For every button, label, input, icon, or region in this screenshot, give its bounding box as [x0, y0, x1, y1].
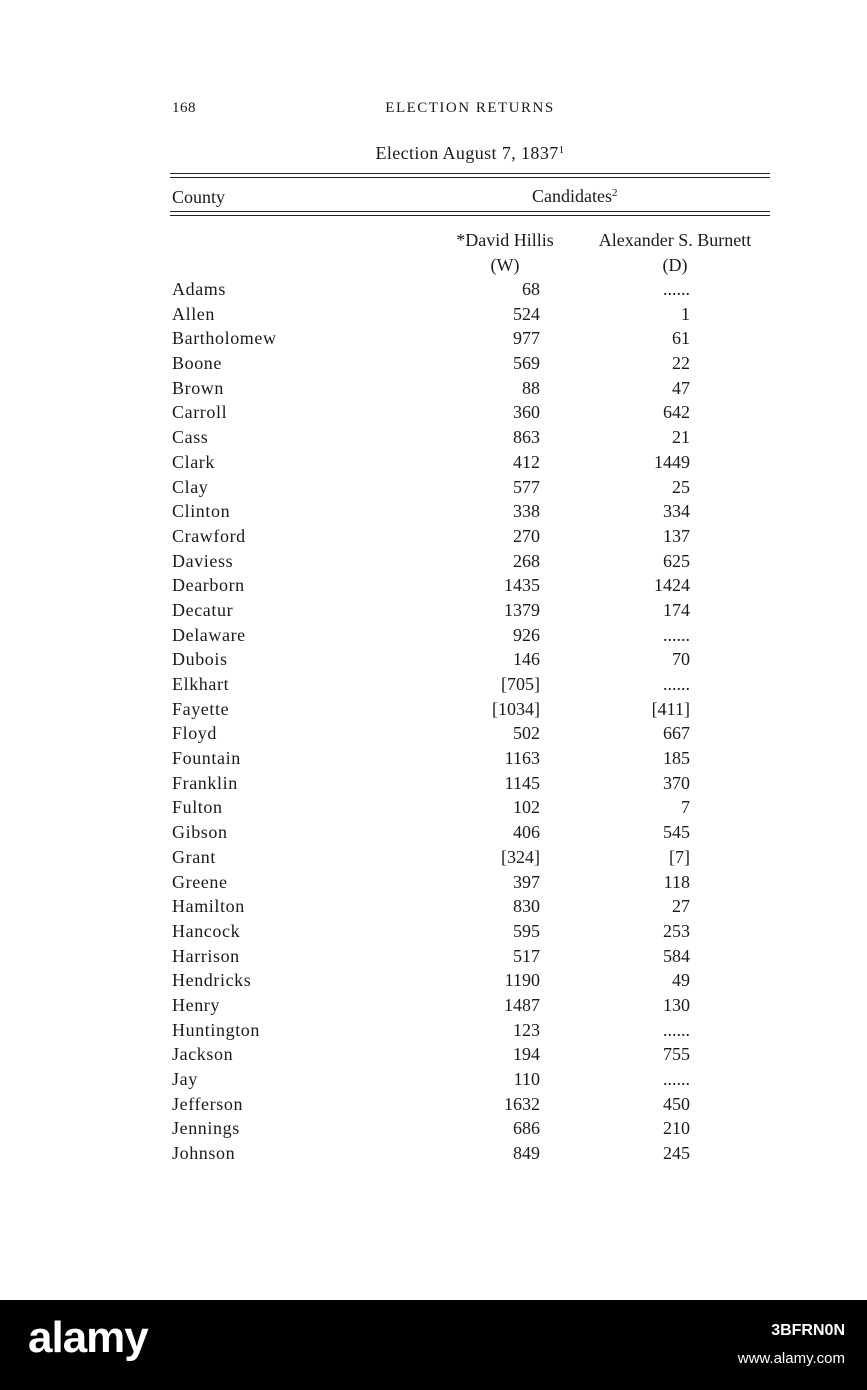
hillis-votes-cell: 68	[522, 279, 540, 299]
table-row	[0, 894, 867, 919]
table-row	[0, 549, 867, 574]
hillis-votes-cell: 102	[513, 797, 540, 818]
table-row	[0, 771, 867, 796]
burnett-votes-cell: 7	[681, 797, 690, 818]
hillis-votes-cell: [324]	[501, 846, 540, 867]
table-row	[0, 1042, 867, 1067]
hillis-votes-cell: [1034]	[492, 698, 540, 719]
burnett-votes-cell: 334	[663, 501, 690, 522]
hillis-votes-cell: 1145	[504, 772, 540, 793]
county-cell: Daviess	[172, 550, 234, 571]
hillis-votes-cell: 88	[522, 377, 540, 398]
table-title-text: Election August 7, 1837	[375, 143, 559, 163]
burnett-votes-cell: 118	[663, 871, 690, 892]
table-row	[0, 277, 867, 302]
header-rule	[170, 211, 770, 212]
county-cell: Huntington	[172, 1019, 261, 1040]
hillis-votes-cell: 863	[513, 427, 540, 448]
burnett-votes-cell: [7]	[669, 846, 690, 867]
burnett-votes-cell: 137	[663, 525, 690, 546]
county-cell: Franklin	[172, 772, 238, 793]
hillis-votes-cell: 926	[513, 624, 540, 645]
running-head: ELECTION RETURNS	[385, 100, 555, 116]
hillis-votes-cell: 577	[513, 476, 540, 497]
hillis-votes-cell: 123	[513, 1019, 540, 1040]
burnett-votes-cell: 253	[663, 920, 690, 941]
top-rule-inner	[170, 177, 770, 178]
burnett-votes-cell: ......	[663, 1019, 690, 1040]
candidates-footnote-marker: 2	[611, 187, 618, 199]
burnett-votes-cell: 450	[663, 1093, 690, 1114]
hillis-votes-cell: 1435	[504, 575, 540, 596]
burnett-votes-cell: 61	[672, 328, 690, 349]
table-row	[0, 1141, 867, 1166]
title-footnote-marker: 1	[558, 144, 565, 156]
burnett-votes-cell: 70	[672, 649, 690, 670]
county-cell: Johnson	[172, 1143, 236, 1164]
county-cell: Floyd	[172, 723, 218, 744]
burnett-votes-cell: ......	[663, 674, 690, 694]
header-candidates-text: Candidates	[532, 186, 612, 206]
hillis-votes-cell: 1163	[504, 748, 540, 769]
hillis-votes-cell: 397	[513, 871, 540, 892]
hillis-votes-cell: 412	[513, 451, 540, 472]
table-row	[0, 450, 867, 475]
burnett-votes-cell: [411]	[651, 698, 690, 719]
county-cell: Bartholomew	[172, 328, 277, 349]
county-cell: Adams	[172, 279, 226, 299]
burnett-votes-cell: 1	[681, 303, 690, 324]
burnett-votes-cell: 49	[672, 970, 690, 991]
table-row	[0, 1067, 867, 1092]
burnett-votes-cell: ......	[663, 279, 690, 299]
county-cell: Carroll	[172, 402, 228, 423]
county-cell: Hamilton	[172, 896, 245, 917]
table-row	[0, 672, 867, 697]
watermark-image-id: 3BFRN0N	[771, 1322, 845, 1339]
hillis-votes-cell: 569	[513, 353, 540, 374]
burnett-votes-cell: 47	[672, 377, 690, 398]
header-county: County	[172, 187, 226, 207]
burnett-votes-cell: ......	[663, 624, 690, 645]
county-cell: Hancock	[172, 920, 241, 941]
header-candidates	[532, 186, 617, 207]
hillis-votes-cell: 977	[513, 328, 540, 349]
hillis-votes-cell: 194	[513, 1044, 540, 1065]
table-row	[0, 425, 867, 450]
county-cell: Elkhart	[172, 674, 230, 694]
table-row	[0, 302, 867, 327]
hillis-votes-cell: 524	[513, 303, 540, 324]
burnett-votes-cell: 130	[663, 994, 690, 1015]
county-cell: Clay	[172, 476, 209, 497]
burnett-votes-cell: 667	[663, 723, 690, 744]
table-row	[0, 919, 867, 944]
county-cell: Harrison	[172, 945, 240, 966]
table-row	[0, 1116, 867, 1141]
table-row	[0, 1092, 867, 1117]
burnett-votes-cell: 27	[672, 896, 690, 917]
hillis-votes-cell: 517	[513, 945, 540, 966]
table-row	[0, 795, 867, 820]
top-rule	[170, 173, 770, 174]
burnett-votes-cell: 174	[663, 599, 690, 620]
county-cell: Jackson	[172, 1044, 234, 1065]
table-row	[0, 475, 867, 500]
county-cell: Boone	[172, 353, 222, 374]
table-row	[0, 845, 867, 870]
table-row	[0, 647, 867, 672]
county-cell: Cass	[172, 427, 209, 448]
burnett-votes-cell: 210	[663, 1118, 690, 1139]
county-cell: Grant	[172, 846, 216, 867]
table-row	[0, 697, 867, 722]
table-row	[0, 820, 867, 845]
hillis-votes-cell: 268	[513, 550, 540, 571]
table-row	[0, 968, 867, 993]
hillis-votes-cell: 406	[513, 822, 540, 843]
burnett-votes-cell: 625	[663, 550, 690, 571]
header-rule-inner	[170, 215, 770, 216]
burnett-votes-cell: 584	[663, 945, 690, 966]
county-cell: Fayette	[172, 698, 230, 719]
hillis-votes-cell: 360	[513, 402, 540, 423]
burnett-votes-cell: 22	[672, 353, 690, 374]
table-title	[0, 143, 867, 164]
hillis-votes-cell: 686	[513, 1118, 540, 1139]
county-cell: Gibson	[172, 822, 228, 843]
table-row	[0, 746, 867, 771]
page-number: 168	[172, 100, 196, 116]
hillis-votes-cell: 849	[513, 1143, 540, 1164]
burnett-votes-cell: 25	[672, 476, 690, 497]
table-row	[0, 721, 867, 746]
candidate-1-party: (W)	[490, 255, 520, 275]
table-row	[0, 376, 867, 401]
burnett-votes-cell: 545	[663, 822, 690, 843]
table-row	[0, 598, 867, 623]
table-row	[0, 524, 867, 549]
table-row	[0, 944, 867, 969]
county-cell: Dearborn	[172, 575, 245, 596]
burnett-votes-cell: 1424	[654, 575, 690, 596]
alamy-logo: alamy	[28, 1313, 148, 1362]
hillis-votes-cell: 830	[513, 896, 540, 917]
candidate-2-party: (D)	[662, 255, 688, 275]
county-cell: Fulton	[172, 797, 223, 818]
table-row	[0, 326, 867, 351]
table-row	[0, 400, 867, 425]
candidate-1-name: *David Hillis	[456, 230, 554, 250]
county-cell: Fountain	[172, 748, 241, 769]
county-cell: Clark	[172, 451, 215, 472]
table-row	[0, 993, 867, 1018]
county-cell: Jefferson	[172, 1093, 244, 1114]
county-cell: Hendricks	[172, 970, 252, 991]
hillis-votes-cell: 502	[513, 723, 540, 744]
county-cell: Allen	[172, 303, 215, 324]
hillis-votes-cell: 146	[513, 649, 540, 670]
table-row	[0, 499, 867, 524]
hillis-votes-cell: 1379	[504, 599, 540, 620]
county-cell: Jennings	[172, 1118, 240, 1139]
table-row	[0, 870, 867, 895]
hillis-votes-cell: 1190	[504, 970, 540, 991]
county-cell: Crawford	[172, 525, 246, 546]
county-cell: Clinton	[172, 501, 231, 522]
burnett-votes-cell: 642	[663, 402, 690, 423]
county-cell: Greene	[172, 871, 228, 892]
candidate-2-name: Alexander S. Burnett	[598, 230, 752, 250]
hillis-votes-cell: [705]	[501, 674, 540, 694]
burnett-votes-cell: ......	[663, 1069, 690, 1089]
table-row	[0, 623, 867, 648]
hillis-votes-cell: 270	[513, 525, 540, 546]
burnett-votes-cell: 185	[663, 748, 690, 769]
table-row	[0, 351, 867, 376]
hillis-votes-cell: 1632	[504, 1093, 540, 1114]
county-cell: Decatur	[172, 599, 234, 620]
county-cell: Jay	[172, 1069, 198, 1089]
hillis-votes-cell: 595	[513, 920, 540, 941]
hillis-votes-cell: 1487	[504, 994, 540, 1015]
hillis-votes-cell: 338	[513, 501, 540, 522]
county-cell: Delaware	[172, 624, 246, 645]
table-row	[0, 1018, 867, 1043]
watermark-url: www.alamy.com	[737, 1350, 845, 1367]
county-cell: Dubois	[172, 649, 228, 670]
county-cell: Brown	[172, 377, 224, 398]
hillis-votes-cell: 110	[513, 1069, 540, 1089]
burnett-votes-cell: 21	[672, 427, 690, 448]
table-row	[0, 573, 867, 598]
results-table-body	[0, 277, 867, 1166]
burnett-votes-cell: 245	[663, 1143, 690, 1164]
burnett-votes-cell: 370	[663, 772, 690, 793]
burnett-votes-cell: 1449	[654, 451, 690, 472]
burnett-votes-cell: 755	[663, 1044, 690, 1065]
county-cell: Henry	[172, 994, 220, 1015]
